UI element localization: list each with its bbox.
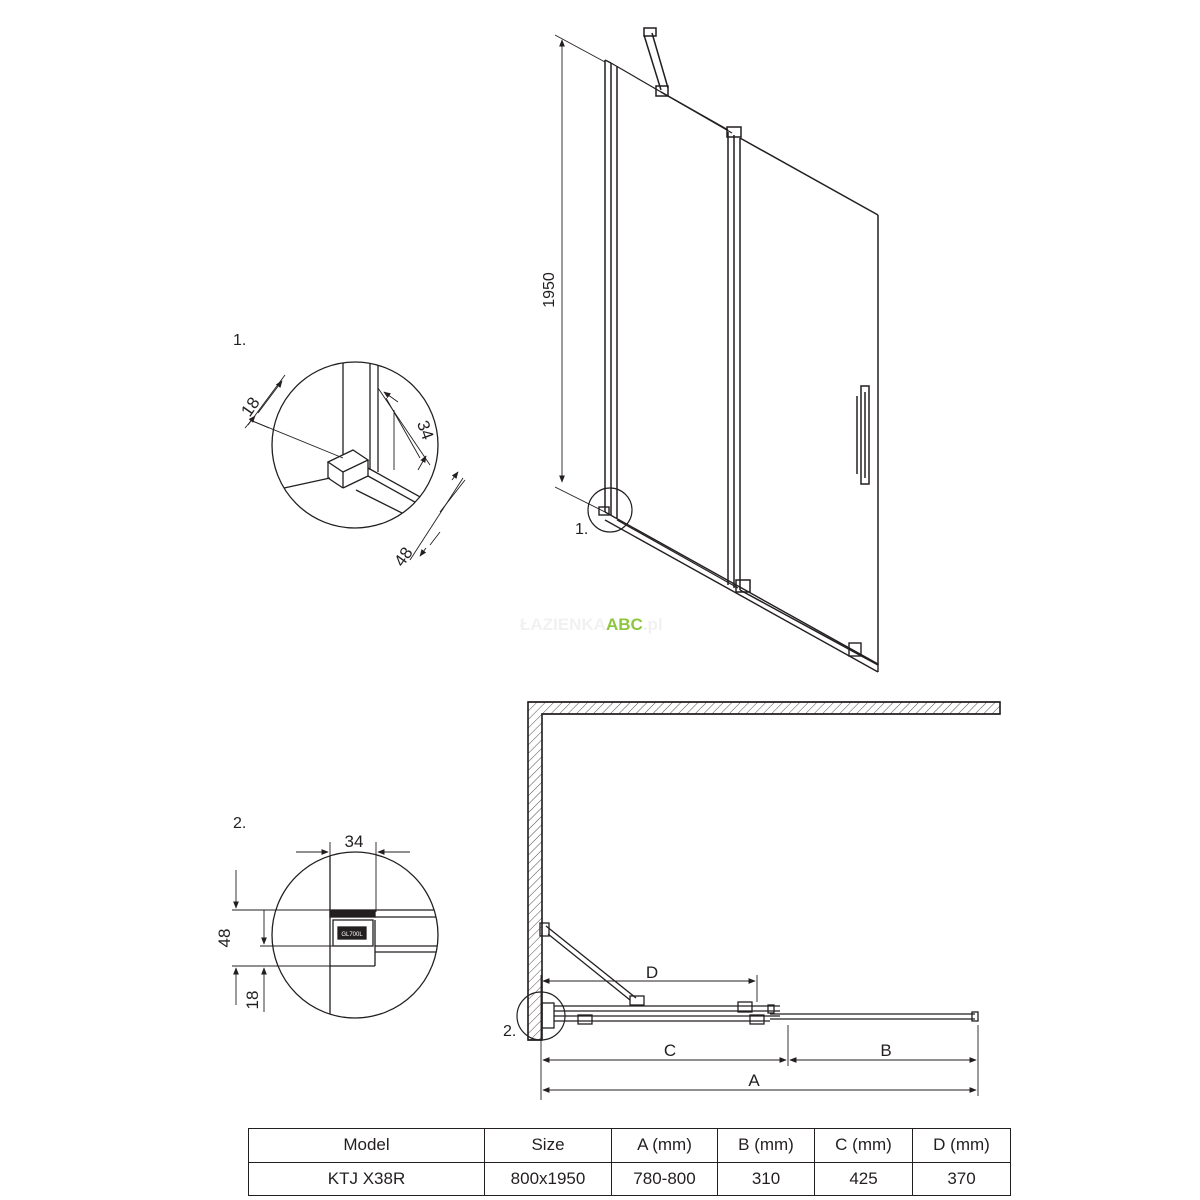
detail-1-title: 1.	[233, 332, 247, 349]
detail-2-dim-34: 34	[344, 832, 364, 851]
detail-2-dim-48: 48	[215, 928, 234, 948]
detail-2	[232, 842, 440, 1018]
header-c: C (mm)	[815, 1129, 913, 1163]
height-label: 1950	[541, 272, 558, 308]
plan-label-C: C	[663, 1041, 677, 1060]
header-b: B (mm)	[718, 1129, 815, 1163]
detail-1-dim-34: 34	[413, 417, 438, 443]
height-dimension	[555, 35, 605, 512]
detail-2-dim-18: 18	[243, 990, 262, 1010]
cell-d: 370	[913, 1162, 1011, 1196]
watermark	[520, 615, 663, 634]
cell-size: 800x1950	[485, 1162, 612, 1196]
detail-2-title: 2.	[233, 815, 247, 832]
plan-view	[517, 702, 1000, 1100]
plan-walls	[528, 702, 1000, 1040]
wall-profile	[605, 60, 617, 518]
spec-table	[248, 1128, 1011, 1196]
header-a: A (mm)	[612, 1129, 718, 1163]
cell-b: 310	[718, 1162, 815, 1196]
table-row	[249, 1162, 1011, 1196]
stabilizer-bar	[644, 28, 728, 130]
watermark-brand: ABC	[605, 615, 643, 634]
plan-label-D: D	[645, 963, 659, 982]
watermark-faint: ŁAZIENKA	[520, 615, 606, 634]
header-model: Model	[249, 1129, 485, 1163]
plan-label-A: A	[748, 1071, 760, 1090]
door-handle	[857, 386, 869, 484]
watermark-tail: .pl	[642, 615, 663, 634]
table-header-row	[249, 1129, 1011, 1163]
header-d: D (mm)	[913, 1129, 1011, 1163]
middle-profile	[727, 127, 750, 592]
header-size: Size	[485, 1129, 612, 1163]
detail-1-marker-label: 1.	[575, 521, 589, 538]
plan-label-B: B	[880, 1041, 892, 1060]
fixed-panel	[611, 63, 738, 588]
detail-1-marker-circle	[588, 488, 632, 532]
cell-model: KTJ X38R	[249, 1162, 485, 1196]
plan-glass	[542, 1002, 978, 1028]
perspective-view	[555, 28, 878, 672]
detail-2-marker-label: 2.	[503, 1023, 517, 1040]
detail-1	[245, 360, 465, 560]
detail-2-profile-stamp: GL700L	[341, 932, 363, 938]
cell-c: 425	[815, 1162, 913, 1196]
plan-stabilizer	[540, 923, 644, 1005]
detail-1-dim-48: 48	[390, 543, 417, 571]
detail-1-dim-18: 18	[237, 393, 264, 421]
cell-a: 780-800	[612, 1162, 718, 1196]
bottom-track	[599, 507, 878, 672]
